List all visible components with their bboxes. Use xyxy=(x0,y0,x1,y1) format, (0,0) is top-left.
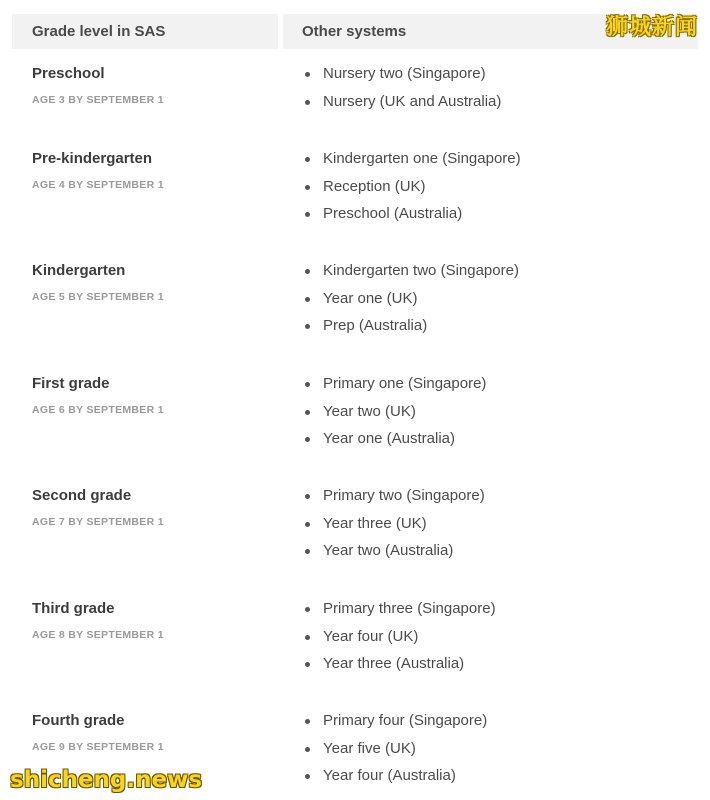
other-systems-list xyxy=(305,712,487,795)
list-item: Nursery two (Singapore) xyxy=(305,65,501,93)
bullet-icon xyxy=(305,157,310,162)
list-item: Preschool (Australia) xyxy=(305,205,521,233)
grade-age: AGE 6 BY SEPTEMBER 1 xyxy=(32,404,164,416)
bullet-icon xyxy=(305,269,310,274)
grade-age: AGE 3 BY SEPTEMBER 1 xyxy=(32,94,164,106)
bullet-icon xyxy=(305,774,310,779)
grade-name: Fourth grade xyxy=(32,712,125,729)
list-item: Year three (Australia) xyxy=(305,655,496,683)
other-systems-list xyxy=(305,65,501,120)
other-systems-list xyxy=(305,600,496,683)
list-item: Year one (Australia) xyxy=(305,430,486,458)
watermark-logo-top: 狮城新闻 xyxy=(605,15,698,40)
list-item: Primary one (Singapore) xyxy=(305,375,486,403)
grade-age: AGE 8 BY SEPTEMBER 1 xyxy=(32,629,164,641)
grade-age: AGE 5 BY SEPTEMBER 1 xyxy=(32,291,164,303)
bullet-icon xyxy=(305,100,310,105)
bullet-icon xyxy=(305,549,310,554)
bullet-icon xyxy=(305,494,310,499)
bullet-icon xyxy=(305,719,310,724)
other-systems-list xyxy=(305,262,519,345)
list-item: Year two (Australia) xyxy=(305,542,485,570)
grade-name: Pre-kindergarten xyxy=(32,150,153,167)
bullet-icon xyxy=(305,662,310,667)
bullet-icon xyxy=(305,72,310,77)
grade-age: AGE 7 BY SEPTEMBER 1 xyxy=(32,516,164,528)
bullet-icon xyxy=(305,635,310,640)
grade-name: Second grade xyxy=(32,487,132,504)
list-item: Year two (UK) xyxy=(305,403,486,431)
header-grade-level: Grade level in SAS xyxy=(12,14,278,49)
bullet-icon xyxy=(305,324,310,329)
bullet-icon xyxy=(305,410,310,415)
bullet-icon xyxy=(305,522,310,527)
list-item: Year four (UK) xyxy=(305,628,496,656)
table-header xyxy=(12,14,698,49)
bullet-icon xyxy=(305,382,310,387)
grade-age: AGE 4 BY SEPTEMBER 1 xyxy=(32,179,164,191)
list-item: Primary three (Singapore) xyxy=(305,600,496,628)
grade-name: Kindergarten xyxy=(32,262,126,279)
grade-age: AGE 9 BY SEPTEMBER 1 xyxy=(32,741,164,753)
grade-name: Preschool xyxy=(32,65,105,82)
bullet-icon xyxy=(305,607,310,612)
list-item: Kindergarten two (Singapore) xyxy=(305,262,519,290)
list-item: Reception (UK) xyxy=(305,178,521,206)
other-systems-list xyxy=(305,375,486,458)
grade-name: First grade xyxy=(32,375,110,392)
bullet-icon xyxy=(305,212,310,217)
list-item: Nursery (UK and Australia) xyxy=(305,93,501,121)
watermark-logo-bottom: shicheng.news xyxy=(10,767,203,793)
header-other-systems: Other systems xyxy=(283,14,698,49)
bullet-icon xyxy=(305,747,310,752)
list-item: Year three (UK) xyxy=(305,515,485,543)
list-item: Year five (UK) xyxy=(305,740,487,768)
bullet-icon xyxy=(305,437,310,442)
other-systems-list xyxy=(305,150,521,233)
bullet-icon xyxy=(305,297,310,302)
grade-name: Third grade xyxy=(32,600,115,617)
list-item: Year one (UK) xyxy=(305,290,519,318)
list-item: Prep (Australia) xyxy=(305,317,519,345)
list-item: Kindergarten one (Singapore) xyxy=(305,150,521,178)
other-systems-list xyxy=(305,487,485,570)
list-item: Primary two (Singapore) xyxy=(305,487,485,515)
list-item: Primary four (Singapore) xyxy=(305,712,487,740)
bullet-icon xyxy=(305,185,310,190)
list-item: Year four (Australia) xyxy=(305,767,487,795)
